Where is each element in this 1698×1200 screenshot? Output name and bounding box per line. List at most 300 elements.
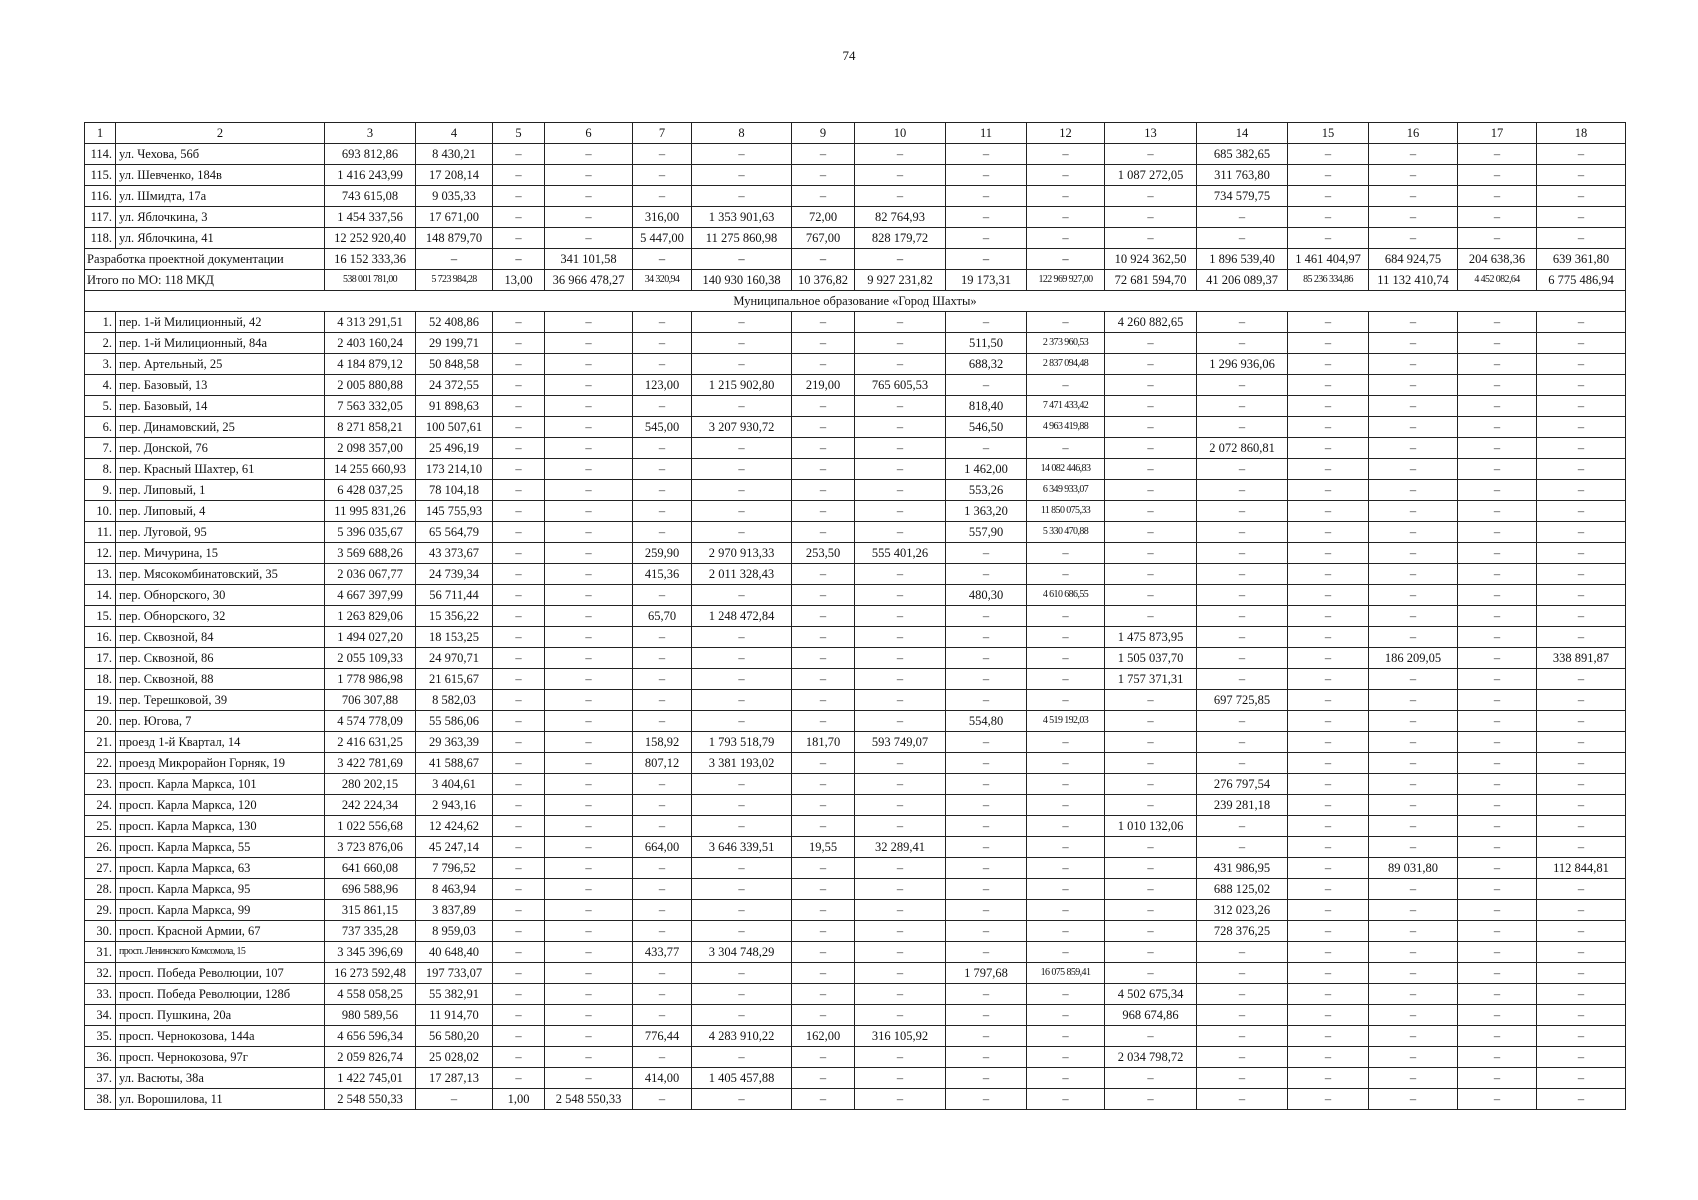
- table-row: [85, 606, 1626, 627]
- value-cell: 18 153,25: [416, 627, 493, 648]
- value-cell: –: [1458, 711, 1537, 732]
- value-cell: –: [1288, 228, 1369, 249]
- value-cell: 7 563 332,05: [325, 396, 416, 417]
- value-cell: –: [1458, 900, 1537, 921]
- value-cell: –: [1458, 753, 1537, 774]
- value-cell: –: [1197, 753, 1288, 774]
- table-row: [85, 417, 1626, 438]
- value-cell: –: [1288, 543, 1369, 564]
- value-cell: –: [633, 963, 692, 984]
- value-cell: –: [792, 333, 855, 354]
- column-number-header: 16: [1369, 123, 1458, 144]
- value-cell: –: [416, 1089, 493, 1110]
- value-cell: –: [946, 564, 1027, 585]
- value-cell: –: [855, 459, 946, 480]
- address-cell: пер. Липовый, 1: [116, 480, 325, 501]
- address-cell: просп. Чернокозова, 144а: [116, 1026, 325, 1047]
- row-number: 30.: [85, 921, 116, 942]
- value-cell: –: [1197, 1026, 1288, 1047]
- value-cell: –: [633, 585, 692, 606]
- table-row: [85, 585, 1626, 606]
- table-row: [85, 1005, 1626, 1026]
- row-number: 14.: [85, 585, 116, 606]
- value-cell: –: [1197, 711, 1288, 732]
- table-row: [85, 1047, 1626, 1068]
- table-row: [85, 522, 1626, 543]
- value-cell: –: [1197, 585, 1288, 606]
- value-cell: 15 356,22: [416, 606, 493, 627]
- table-row: [85, 375, 1626, 396]
- value-cell: 1 462,00: [946, 459, 1027, 480]
- value-cell: 242 224,34: [325, 795, 416, 816]
- value-cell: –: [633, 522, 692, 543]
- value-cell: –: [1288, 354, 1369, 375]
- summary-label: Разработка проектной документации: [85, 249, 325, 270]
- value-cell: –: [1288, 417, 1369, 438]
- value-cell: 6 428 037,25: [325, 480, 416, 501]
- value-cell: 17 208,14: [416, 165, 493, 186]
- value-cell: 728 376,25: [1197, 921, 1288, 942]
- value-cell: –: [792, 417, 855, 438]
- value-cell: 2 036 067,77: [325, 564, 416, 585]
- value-cell: –: [1197, 984, 1288, 1005]
- value-cell: –: [792, 963, 855, 984]
- value-cell: –: [792, 690, 855, 711]
- value-cell: 1 797,68: [946, 963, 1027, 984]
- value-cell: –: [1105, 522, 1197, 543]
- column-number-header: 15: [1288, 123, 1369, 144]
- value-cell: –: [1537, 333, 1626, 354]
- value-cell: –: [855, 816, 946, 837]
- row-number: 116.: [85, 186, 116, 207]
- address-cell: просп. Красной Армии, 67: [116, 921, 325, 942]
- value-cell: 1 087 272,05: [1105, 165, 1197, 186]
- value-cell: –: [545, 396, 633, 417]
- value-cell: –: [633, 711, 692, 732]
- value-cell: 1,00: [493, 1089, 545, 1110]
- value-cell: 197 733,07: [416, 963, 493, 984]
- value-cell: 50 848,58: [416, 354, 493, 375]
- value-cell: –: [1288, 816, 1369, 837]
- value-cell: –: [545, 165, 633, 186]
- value-cell: –: [1369, 417, 1458, 438]
- value-cell: –: [493, 711, 545, 732]
- value-cell: –: [1197, 396, 1288, 417]
- value-cell: –: [1197, 732, 1288, 753]
- table-row: [85, 648, 1626, 669]
- value-cell: 24 372,55: [416, 375, 493, 396]
- row-number: 118.: [85, 228, 116, 249]
- value-cell: –: [792, 312, 855, 333]
- value-cell: –: [1537, 774, 1626, 795]
- page-number: 74: [842, 48, 856, 63]
- value-cell: –: [1369, 774, 1458, 795]
- value-cell: –: [493, 396, 545, 417]
- value-cell: 11 275 860,98: [692, 228, 792, 249]
- value-cell: 72,00: [792, 207, 855, 228]
- value-cell: –: [946, 816, 1027, 837]
- value-cell: –: [946, 669, 1027, 690]
- address-cell: пер. Красный Шахтер, 61: [116, 459, 325, 480]
- value-cell: –: [946, 690, 1027, 711]
- value-cell: –: [493, 837, 545, 858]
- value-cell: 9 035,33: [416, 186, 493, 207]
- value-cell: –: [545, 501, 633, 522]
- value-cell: 219,00: [792, 375, 855, 396]
- value-cell: –: [1197, 333, 1288, 354]
- value-cell: 158,92: [633, 732, 692, 753]
- value-cell: –: [1458, 627, 1537, 648]
- value-cell: –: [1027, 879, 1105, 900]
- value-cell: –: [633, 900, 692, 921]
- value-cell: –: [1288, 648, 1369, 669]
- value-cell: –: [1458, 795, 1537, 816]
- value-cell: –: [633, 921, 692, 942]
- value-cell: –: [1105, 837, 1197, 858]
- value-cell: –: [1369, 501, 1458, 522]
- value-cell: –: [946, 1068, 1027, 1089]
- value-cell: –: [692, 627, 792, 648]
- row-number: 33.: [85, 984, 116, 1005]
- value-cell: 4 502 675,34: [1105, 984, 1197, 1005]
- value-cell: –: [1458, 837, 1537, 858]
- value-cell: –: [1027, 375, 1105, 396]
- value-cell: –: [1288, 669, 1369, 690]
- value-cell: –: [792, 669, 855, 690]
- value-cell: –: [1537, 984, 1626, 1005]
- row-number: 35.: [85, 1026, 116, 1047]
- value-cell: –: [1369, 1089, 1458, 1110]
- value-cell: –: [493, 984, 545, 1005]
- value-cell: –: [1105, 606, 1197, 627]
- row-number: 38.: [85, 1089, 116, 1110]
- value-cell: –: [493, 564, 545, 585]
- value-cell: 239 281,18: [1197, 795, 1288, 816]
- value-cell: –: [946, 1089, 1027, 1110]
- value-cell: –: [1537, 795, 1626, 816]
- value-cell: –: [1458, 459, 1537, 480]
- value-cell: –: [545, 984, 633, 1005]
- row-number: 34.: [85, 1005, 116, 1026]
- value-cell: –: [545, 1026, 633, 1047]
- value-cell: –: [1027, 984, 1105, 1005]
- value-cell: 4 519 192,03: [1027, 711, 1105, 732]
- value-cell: 1 475 873,95: [1105, 627, 1197, 648]
- value-cell: –: [855, 417, 946, 438]
- value-cell: –: [1105, 501, 1197, 522]
- table-row: [85, 795, 1626, 816]
- value-cell: 7 471 433,42: [1027, 396, 1105, 417]
- value-cell: –: [792, 795, 855, 816]
- value-cell: 2 098 357,00: [325, 438, 416, 459]
- summary-cell: 85 236 334,86: [1288, 270, 1369, 291]
- value-cell: –: [1458, 186, 1537, 207]
- value-cell: –: [1458, 1089, 1537, 1110]
- value-cell: –: [1458, 228, 1537, 249]
- value-cell: –: [1458, 1068, 1537, 1089]
- value-cell: –: [1537, 207, 1626, 228]
- value-cell: –: [692, 165, 792, 186]
- value-cell: –: [1369, 375, 1458, 396]
- value-cell: –: [1197, 522, 1288, 543]
- value-cell: –: [1288, 627, 1369, 648]
- value-cell: –: [1197, 228, 1288, 249]
- value-cell: –: [792, 459, 855, 480]
- value-cell: –: [1197, 1068, 1288, 1089]
- value-cell: –: [1027, 627, 1105, 648]
- value-cell: –: [792, 774, 855, 795]
- value-cell: 480,30: [946, 585, 1027, 606]
- address-cell: просп. Ленинского Комсомола, 15: [116, 942, 325, 963]
- row-number: 36.: [85, 1047, 116, 1068]
- table-row: [85, 501, 1626, 522]
- value-cell: –: [692, 648, 792, 669]
- value-cell: 1 505 037,70: [1105, 648, 1197, 669]
- value-cell: –: [1369, 606, 1458, 627]
- value-cell: –: [1369, 711, 1458, 732]
- value-cell: 1 296 936,06: [1197, 354, 1288, 375]
- value-cell: –: [493, 186, 545, 207]
- value-cell: 56 711,44: [416, 585, 493, 606]
- value-cell: 14 255 660,93: [325, 459, 416, 480]
- table-row: [85, 858, 1626, 879]
- value-cell: –: [792, 900, 855, 921]
- value-cell: –: [1458, 942, 1537, 963]
- row-number: 13.: [85, 564, 116, 585]
- value-cell: –: [946, 312, 1027, 333]
- value-cell: 315 861,15: [325, 900, 416, 921]
- value-cell: –: [1369, 354, 1458, 375]
- row-number: 10.: [85, 501, 116, 522]
- value-cell: –: [946, 207, 1027, 228]
- value-cell: –: [792, 1047, 855, 1068]
- value-cell: –: [1105, 900, 1197, 921]
- value-cell: –: [1197, 564, 1288, 585]
- value-cell: –: [1197, 207, 1288, 228]
- value-cell: –: [855, 186, 946, 207]
- value-cell: –: [1537, 585, 1626, 606]
- value-cell: –: [792, 627, 855, 648]
- value-cell: 4 963 419,88: [1027, 417, 1105, 438]
- value-cell: –: [493, 690, 545, 711]
- value-cell: 2 059 826,74: [325, 1047, 416, 1068]
- value-cell: –: [633, 354, 692, 375]
- value-cell: –: [633, 858, 692, 879]
- row-number: 12.: [85, 543, 116, 564]
- value-cell: –: [1027, 774, 1105, 795]
- value-cell: –: [545, 312, 633, 333]
- value-cell: 3 345 396,69: [325, 942, 416, 963]
- value-cell: –: [1537, 480, 1626, 501]
- value-cell: –: [545, 669, 633, 690]
- value-cell: 1 263 829,06: [325, 606, 416, 627]
- value-cell: –: [792, 501, 855, 522]
- value-cell: –: [1105, 207, 1197, 228]
- value-cell: –: [855, 396, 946, 417]
- value-cell: 688,32: [946, 354, 1027, 375]
- value-cell: 91 898,63: [416, 396, 493, 417]
- value-cell: –: [1197, 627, 1288, 648]
- value-cell: –: [1027, 228, 1105, 249]
- value-cell: 21 615,67: [416, 669, 493, 690]
- value-cell: –: [1027, 921, 1105, 942]
- value-cell: 2 416 631,25: [325, 732, 416, 753]
- section-title: Муниципальное образование «Город Шахты»: [85, 291, 1626, 312]
- value-cell: –: [1027, 606, 1105, 627]
- value-cell: –: [493, 963, 545, 984]
- value-cell: –: [1027, 312, 1105, 333]
- column-number-header: 5: [493, 123, 545, 144]
- value-cell: 980 589,56: [325, 1005, 416, 1026]
- value-cell: –: [1537, 753, 1626, 774]
- value-cell: 112 844,81: [1537, 858, 1626, 879]
- value-cell: –: [946, 900, 1027, 921]
- value-cell: –: [1369, 522, 1458, 543]
- value-cell: –: [946, 144, 1027, 165]
- row-number: 23.: [85, 774, 116, 795]
- value-cell: 685 382,65: [1197, 144, 1288, 165]
- column-number-header: 4: [416, 123, 493, 144]
- value-cell: –: [855, 312, 946, 333]
- table-row: [85, 438, 1626, 459]
- value-cell: –: [792, 1068, 855, 1089]
- address-cell: пер. Сквозной, 86: [116, 648, 325, 669]
- value-cell: –: [1105, 711, 1197, 732]
- value-cell: 414,00: [633, 1068, 692, 1089]
- value-cell: –: [493, 312, 545, 333]
- value-cell: –: [1369, 690, 1458, 711]
- summary-cell: 36 966 478,27: [545, 270, 633, 291]
- value-cell: –: [1458, 333, 1537, 354]
- summary-cell: –: [633, 249, 692, 270]
- value-cell: –: [946, 732, 1027, 753]
- value-cell: –: [1369, 669, 1458, 690]
- value-cell: –: [545, 753, 633, 774]
- value-cell: –: [493, 438, 545, 459]
- row-number: 115.: [85, 165, 116, 186]
- value-cell: 3 646 339,51: [692, 837, 792, 858]
- value-cell: –: [855, 711, 946, 732]
- value-cell: –: [493, 1047, 545, 1068]
- value-cell: –: [633, 501, 692, 522]
- value-cell: –: [1369, 333, 1458, 354]
- row-number: 114.: [85, 144, 116, 165]
- value-cell: –: [1197, 417, 1288, 438]
- row-number: 4.: [85, 375, 116, 396]
- value-cell: 737 335,28: [325, 921, 416, 942]
- value-cell: –: [946, 606, 1027, 627]
- address-cell: ул. Шмидта, 17а: [116, 186, 325, 207]
- value-cell: –: [792, 396, 855, 417]
- value-cell: –: [1197, 816, 1288, 837]
- summary-cell: 1 896 539,40: [1197, 249, 1288, 270]
- value-cell: –: [1105, 774, 1197, 795]
- value-cell: –: [545, 711, 633, 732]
- address-cell: ул. Васюты, 38а: [116, 1068, 325, 1089]
- value-cell: –: [1369, 543, 1458, 564]
- value-cell: 1 778 986,98: [325, 669, 416, 690]
- value-cell: –: [493, 774, 545, 795]
- value-cell: –: [1537, 144, 1626, 165]
- value-cell: –: [493, 228, 545, 249]
- value-cell: –: [1288, 1047, 1369, 1068]
- value-cell: –: [1105, 858, 1197, 879]
- value-cell: 78 104,18: [416, 480, 493, 501]
- value-cell: –: [1369, 942, 1458, 963]
- value-cell: –: [1105, 732, 1197, 753]
- value-cell: –: [1105, 396, 1197, 417]
- value-cell: 2 373 960,53: [1027, 333, 1105, 354]
- value-cell: –: [692, 522, 792, 543]
- address-cell: просп. Карла Маркса, 130: [116, 816, 325, 837]
- value-cell: 32 289,41: [855, 837, 946, 858]
- table-row: [85, 480, 1626, 501]
- value-cell: –: [1369, 732, 1458, 753]
- value-cell: 145 755,93: [416, 501, 493, 522]
- value-cell: –: [1369, 564, 1458, 585]
- value-cell: –: [1537, 522, 1626, 543]
- value-cell: 2 548 550,33: [325, 1089, 416, 1110]
- value-cell: 11 995 831,26: [325, 501, 416, 522]
- value-cell: –: [1369, 144, 1458, 165]
- value-cell: –: [1288, 312, 1369, 333]
- value-cell: –: [692, 984, 792, 1005]
- address-cell: ул. Яблочкина, 41: [116, 228, 325, 249]
- table-row: [85, 459, 1626, 480]
- value-cell: –: [493, 585, 545, 606]
- value-cell: –: [1105, 333, 1197, 354]
- table-row: [85, 144, 1626, 165]
- row-number: 22.: [85, 753, 116, 774]
- value-cell: –: [493, 165, 545, 186]
- value-cell: –: [1458, 858, 1537, 879]
- value-cell: –: [633, 1047, 692, 1068]
- value-cell: 11 914,70: [416, 1005, 493, 1026]
- value-cell: –: [855, 900, 946, 921]
- value-cell: –: [1105, 753, 1197, 774]
- value-cell: –: [1537, 375, 1626, 396]
- value-cell: 89 031,80: [1369, 858, 1458, 879]
- value-cell: 276 797,54: [1197, 774, 1288, 795]
- value-cell: –: [1537, 837, 1626, 858]
- value-cell: 16 273 592,48: [325, 963, 416, 984]
- address-cell: просп. Карла Маркса, 99: [116, 900, 325, 921]
- value-cell: 415,36: [633, 564, 692, 585]
- value-cell: –: [1458, 522, 1537, 543]
- value-cell: –: [545, 207, 633, 228]
- value-cell: 16 075 859,41: [1027, 963, 1105, 984]
- value-cell: 311 763,80: [1197, 165, 1288, 186]
- value-cell: –: [946, 375, 1027, 396]
- value-cell: –: [792, 606, 855, 627]
- value-cell: 1 793 518,79: [692, 732, 792, 753]
- value-cell: –: [855, 480, 946, 501]
- value-cell: –: [493, 795, 545, 816]
- value-cell: –: [1537, 438, 1626, 459]
- value-cell: –: [1369, 627, 1458, 648]
- value-cell: –: [792, 921, 855, 942]
- value-cell: –: [493, 459, 545, 480]
- value-cell: 8 271 858,21: [325, 417, 416, 438]
- table-row: [85, 627, 1626, 648]
- value-cell: –: [545, 921, 633, 942]
- value-cell: –: [545, 354, 633, 375]
- value-cell: 734 579,75: [1197, 186, 1288, 207]
- address-cell: ул. Яблочкина, 3: [116, 207, 325, 228]
- value-cell: –: [1027, 837, 1105, 858]
- value-cell: –: [855, 501, 946, 522]
- row-number: 29.: [85, 900, 116, 921]
